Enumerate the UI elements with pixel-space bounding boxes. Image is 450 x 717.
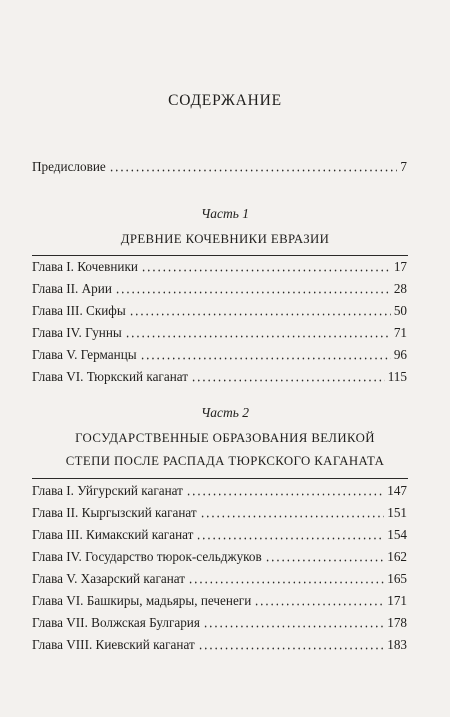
toc-entry-chapter: [32, 636, 407, 654]
toc-entry-label: Глава III. Скифы: [32, 303, 126, 318]
toc-entry-page: 183: [387, 637, 407, 652]
dot-leader: [125, 326, 391, 338]
dot-leader: [140, 348, 391, 360]
part-1-label: Часть 1: [200, 206, 250, 221]
toc-entry-label: Глава VII. Волжская Булгария: [32, 615, 200, 630]
toc-entry-label: Глава IV. Гунны: [32, 325, 122, 340]
toc-title: СОДЕРЖАНИЕ: [168, 92, 282, 109]
toc-entry-page: 154: [387, 527, 407, 542]
part-2-label: Часть 2: [200, 405, 250, 420]
dot-leader: [141, 260, 391, 272]
toc-entry-page: 115: [387, 369, 407, 384]
toc-entry-page: 96: [393, 347, 407, 362]
dot-leader: [198, 638, 384, 650]
toc-entry-page: 162: [387, 549, 407, 564]
dot-leader: [203, 616, 384, 628]
toc-entry-label: Глава VI. Башкиры, мадьяры, печенеги: [32, 593, 252, 608]
toc-entry-chapter: [32, 280, 407, 298]
toc-entry-page: 7: [400, 159, 407, 174]
toc-entry-label: Предисловие: [32, 159, 106, 174]
part-2-title-line-2: СТЕПИ ПОСЛЕ РАСПАДА ТЮРКСКОГО КАГАНАТА: [65, 454, 385, 468]
toc-entry-chapter: [32, 482, 407, 500]
toc-entry-preface: [32, 158, 407, 176]
toc-entry-chapter: [32, 504, 407, 522]
toc-entry-page: 171: [387, 593, 407, 608]
dot-leader: [186, 484, 384, 496]
part-1-rule: [32, 255, 408, 256]
toc-entry-page: 17: [393, 259, 407, 274]
toc-entry-chapter: [32, 324, 407, 342]
dot-leader: [200, 506, 385, 518]
toc-entry-label: Глава V. Германцы: [32, 347, 137, 362]
toc-entry-page: 50: [393, 303, 407, 318]
dot-leader: [196, 528, 384, 540]
toc-entry-chapter: [32, 346, 407, 364]
toc-entry-label: Глава II. Кыргызский каганат: [32, 505, 197, 520]
toc-entry-page: 165: [387, 571, 407, 586]
toc-entry-label: Глава IV. Государство тюрок-сельджуков: [32, 549, 262, 564]
dot-leader: [265, 550, 384, 562]
part-2-title-line-1: ГОСУДАРСТВЕННЫЕ ОБРАЗОВАНИЯ ВЕЛИКОЙ: [75, 431, 375, 445]
toc-entry-label: Глава VIII. Киевский каганат: [32, 637, 195, 652]
toc-entry-chapter: [32, 592, 407, 610]
toc-entry-label: Глава VI. Тюркский каганат: [32, 369, 189, 384]
toc-entry-label: Глава III. Кимакский каганат: [32, 527, 194, 542]
toc-entry-chapter: [32, 302, 407, 320]
toc-entry-label: Глава V. Хазарский каганат: [32, 571, 186, 586]
dot-leader: [129, 304, 391, 316]
toc-entry-page: 151: [387, 505, 407, 520]
part-1-title: ДРЕВНИЕ КОЧЕВНИКИ ЕВРАЗИИ: [120, 232, 330, 246]
toc-entry-page: 147: [387, 483, 407, 498]
toc-entry-chapter: [32, 368, 407, 386]
toc-entry-chapter: [32, 526, 407, 544]
dot-leader: [254, 594, 384, 606]
part-2-rule: [32, 478, 408, 479]
dot-leader: [109, 160, 398, 172]
dot-leader: [188, 572, 384, 584]
toc-entry-label: Глава I. Уйгурский каганат: [32, 483, 183, 498]
toc-entry-page: 28: [393, 281, 407, 296]
dot-leader: [191, 370, 385, 382]
toc-entry-label: Глава II. Арии: [32, 281, 112, 296]
toc-entry-page: 178: [387, 615, 407, 630]
toc-entry-chapter: [32, 258, 407, 276]
toc-entry-page: 71: [393, 325, 407, 340]
toc-entry-chapter: [32, 570, 407, 588]
toc-entry-chapter: [32, 614, 407, 632]
dot-leader: [115, 282, 391, 294]
toc-entry-chapter: [32, 548, 407, 566]
toc-entry-label: Глава I. Кочевники: [32, 259, 138, 274]
